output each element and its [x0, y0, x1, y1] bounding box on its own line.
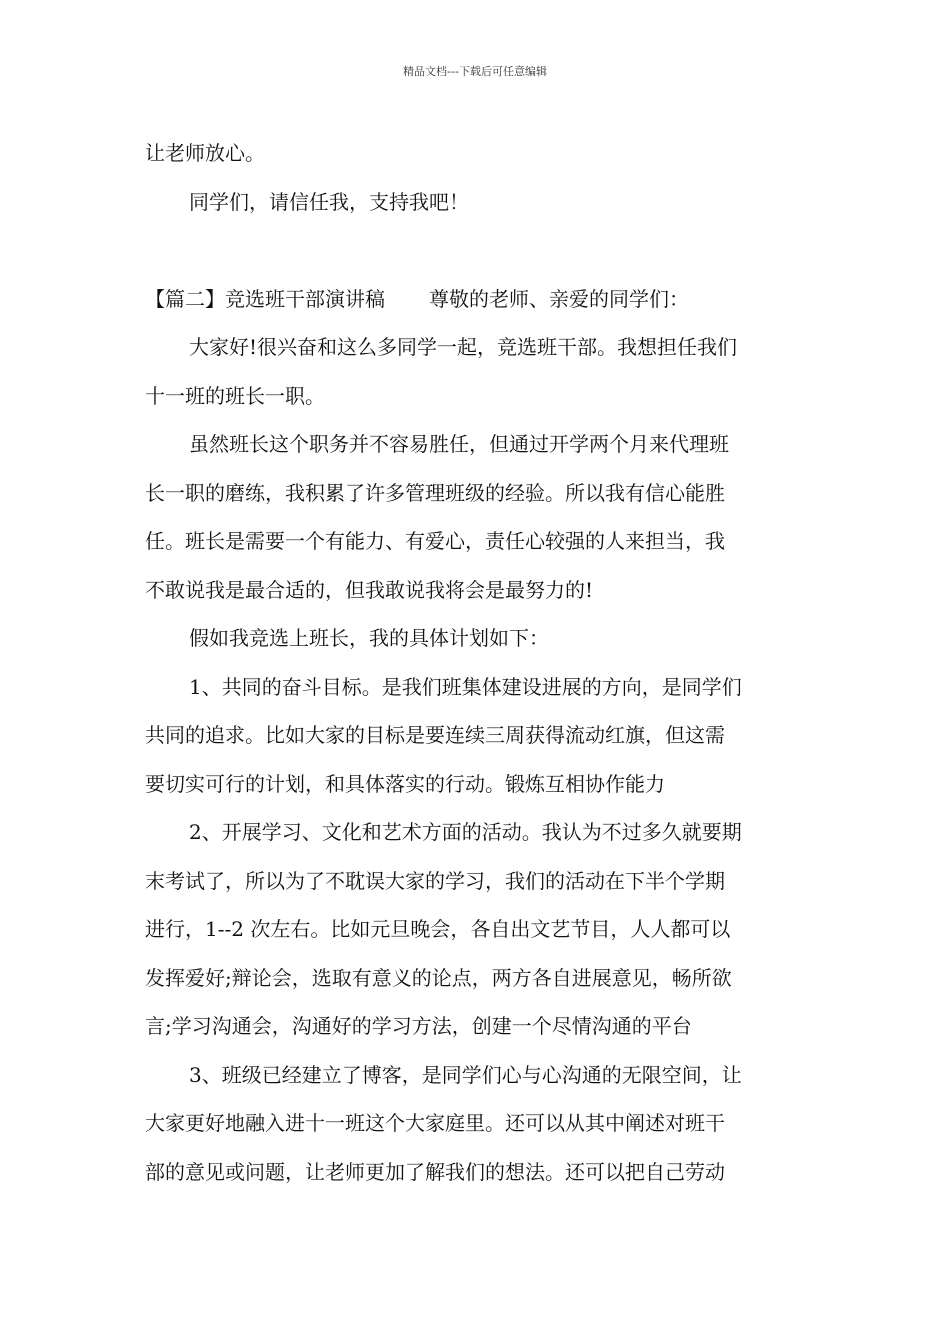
paragraph-line: 3、班级已经建立了博客，是同学们心与心沟通的无限空间，让 — [189, 1062, 742, 1087]
paragraph-line: 十一班的班长一职。 — [145, 383, 325, 408]
paragraph-line: 部的意见或问题，让老师更加了解我们的想法。还可以把自己劳动 — [145, 1159, 725, 1184]
paragraph-line: 1、共同的奋斗目标。是我们班集体建设进展的方向，是同学们 — [189, 674, 742, 699]
paragraph-gap — [145, 226, 810, 275]
paragraph-line: 不敢说我是最合适的，但我敢说我将会是最努力的! — [145, 577, 594, 602]
paragraph-line: 言;学习沟通会，沟通好的学习方法，创建一个尽情沟通的平台 — [145, 1014, 692, 1038]
paragraph-line: 长一职的磨练，我积累了许多管理班级的经验。所以我有信心能胜 — [145, 480, 725, 505]
paragraph-line: 进行，1--2 次左右。比如元旦晚会，各自出文艺节目，人人都可以 — [145, 917, 731, 941]
paragraph-line: 让老师放心。 — [145, 141, 265, 165]
paragraph-line: 任。班长是需要一个有能力、有爱心，责任心较强的人来担当，我 — [145, 529, 725, 553]
paragraph-line: 要切实可行的计划，和具体落实的行动。锻炼互相协作能力 — [145, 771, 665, 796]
paragraph-line: 虽然班长这个职务并不容易胜任，但通过开学两个月来代理班 — [189, 432, 729, 456]
paragraph-line: 假如我竞选上班长，我的具体计划如下： — [189, 626, 549, 650]
paragraph-line: 2、开展学习、文化和艺术方面的活动。我认为不过多久就要期 — [189, 820, 742, 844]
section-title: 【篇二】竞选班干部演讲稿 — [145, 286, 385, 311]
paragraph-line: 末考试了，所以为了不耽误大家的学习，我们的活动在下半个学期 — [145, 868, 725, 893]
paragraph-line: 共同的追求。比如大家的目标是要连续三周获得流动红旗，但这需 — [145, 723, 725, 747]
paragraph-line: 同学们，请信任我，支持我吧！ — [189, 189, 469, 214]
paragraph-line: 大家更好地融入进十一班这个大家庭里。还可以从其中阐述对班干 — [145, 1111, 725, 1135]
document-body — [145, 129, 810, 1196]
salutation: 尊敬的老师、亲爱的同学们： — [429, 286, 689, 311]
paragraph-line: 大家好!很兴奋和这么多同学一起，竞选班干部。我想担任我们 — [189, 335, 738, 359]
page-header: 精品文档---下载后可任意编辑 — [403, 65, 547, 78]
paragraph-line: 发挥爱好;辩论会，选取有意义的论点，两方各自进展意见，畅所欲 — [145, 965, 732, 990]
section-title-line — [145, 275, 810, 324]
